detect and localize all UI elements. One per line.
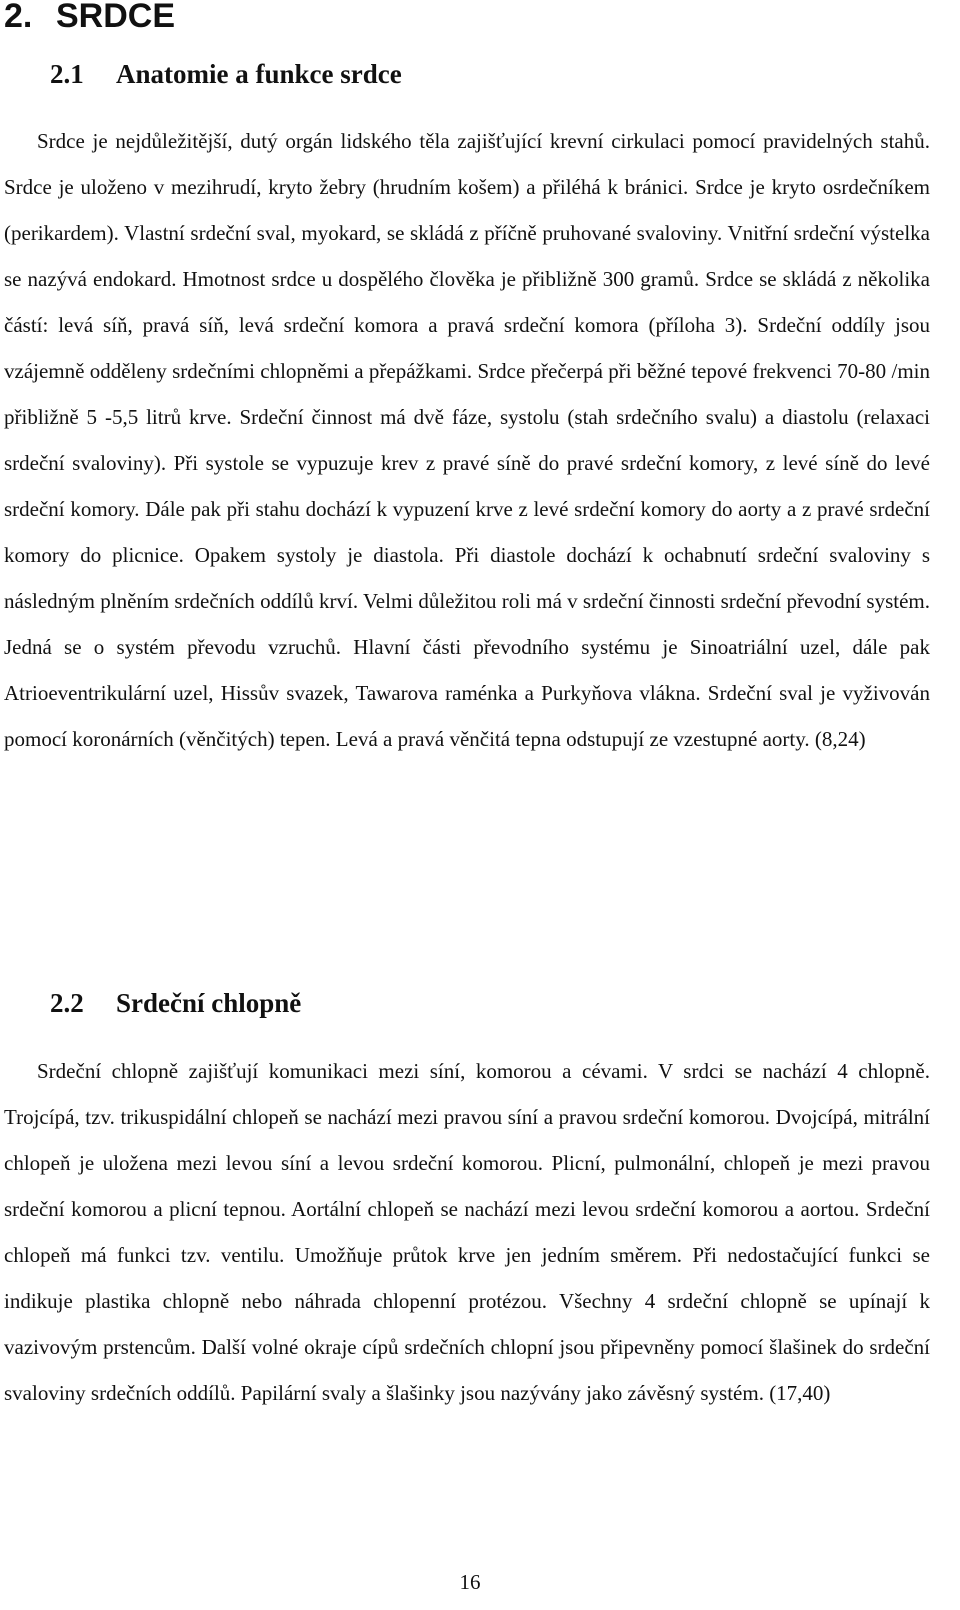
paragraph-anatomy: Srdce je nejdůležitější, dutý orgán lidského těla zajišťující krevní cirkulaci pomocí pravidelných stahů. Srdce je uloženo v mezihrudí, kryto žebry (hrudním košem) a přiléhá k bránici. Srdce je kryto osrdečníkem (perikardem). Vlastní srdeční sval, myokard, se skládá z příčně pruhované svaloviny. Vnitřní srdeční výstelka se nazývá endokard. Hmotnost srdce u dospělého člověka je přibližně 300 gramů. Srdce se skládá z několika částí: levá síň, pravá síň, levá srdeční komora a pravá srdeční komora (příloha 3). Srdeční oddíly jsou vzájemně odděleny srdečními chlopněmi a přepážkami. Srdce přečerpá při běžné tepové frekvenci 70-80 /min přibližně 5 -5,5 litrů krve. Srdeční činnost má dvě fáze, systolu (stah srdečního svalu) a diastolu (relaxaci srdeční svaloviny). Při systole se vypuzuje krev z pravé síně do pravé srdeční komory, z levé síně do levé srdeční komory. Dále pak při stahu dochází k vypuzení krve z levé srdeční komory do aorty a z pravé srdeční komory do plicnice. Opakem systoly je diastola. Při diastole dochází k ochabnutí srdeční svaloviny s následným plněním srdečních oddílů krví. Velmi důležitou roli má v srdeční činnosti srdeční převodní systém. Jedná se o systém převodu vzruchů. Hlavní části převodního systému je Sinoatriální uzel, dále pak Atrioeventrikulární uzel, Hissův svazek, Tawarova raménka a Purkyňova vlákna. Srdeční sval je vyživován pomocí koronárních (věnčitých) tepen. Levá a pravá věnčitá tepna odstupují ze vzestupné aorty. (8,24) [4,129,930,751]
section-number: 2.2 [50,988,84,1018]
page-number: 16 [459,1570,481,1594]
chapter-title: SRDCE [56,0,176,35]
section-title: Srdeční chlopně [116,988,302,1018]
chapter-number: 2. [4,0,33,35]
section-heading-valves [50,986,301,1020]
section-title: Anatomie a funkce srdce [116,59,402,89]
section-number: 2.1 [50,59,84,89]
chapter-heading [4,0,175,36]
section-heading-anatomy [50,57,402,91]
paragraph-valves: Srdeční chlopně zajišťují komunikaci mezi síní, komorou a cévami. V srdci se nachází 4 chlopně. Trojcípá, tzv. trikuspidální chlopeň se nachází mezi pravou síní a pravou srdeční komorou. Dvojcípá, mitrální chlopeň je uložena mezi levou síní a levou srdeční komorou. Plicní, pulmonální, chlopeň je mezi pravou srdeční komorou a plicní tepnou. Aortální chlopeň se nachází mezi levou srdeční komorou a aortou. Srdeční chlopeň má funkci tzv. ventilu. Umožňuje průtok krve jen jedním směrem. Při nedostačující funkci se indikuje plastika chlopně nebo náhrada chlopenní protézou. Všechny 4 srdeční chlopně se upínají k vazivovým prstencům. Další volné okraje cípů srdečních chlopní jsou připevněny pomocí šlašinek do srdeční svaloviny srdečních oddílů. Papilární svaly a šlašinky jsou nazývány jako závěsný systém. (17,40) [4,1059,930,1405]
